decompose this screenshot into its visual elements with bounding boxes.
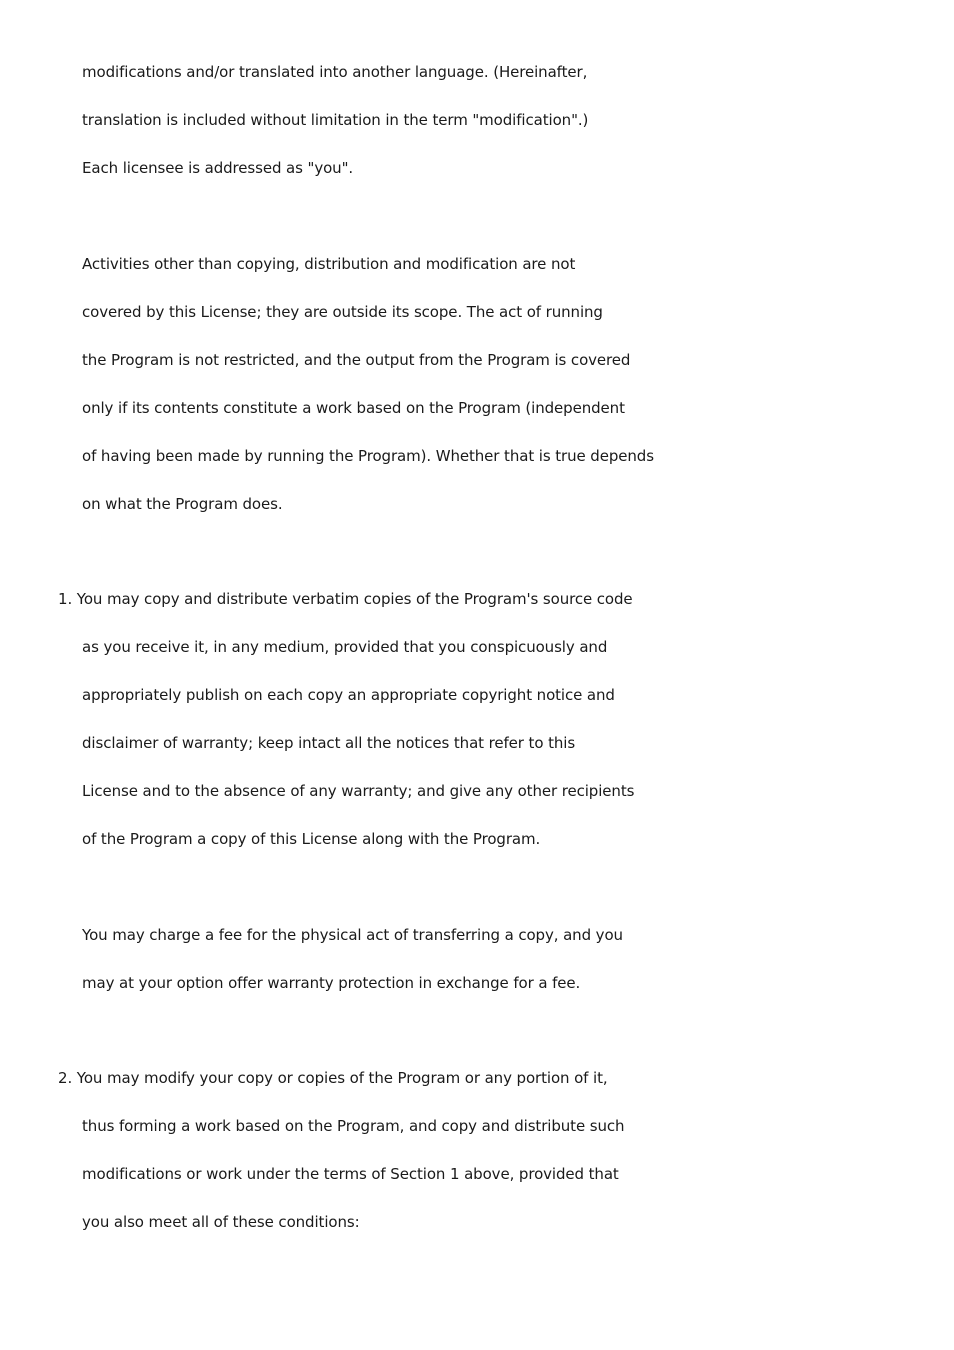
text-line: Each licensee is addressed as "you". <box>82 159 354 177</box>
text-line: translation is included without limitation in the term "modification".) <box>82 111 589 129</box>
text-line: of having been made by running the Program). Whether that is true depends <box>82 447 654 465</box>
text-line: Activities other than copying, distribution and modification are not <box>82 255 576 273</box>
text-line: appropriately publish on each copy an appropriate copyright notice and <box>82 686 615 704</box>
text-line: on what the Program does. <box>82 495 283 513</box>
text-line: disclaimer of warranty; keep intact all the notices that refer to this <box>82 734 576 752</box>
text-line: License and to the absence of any warranty; and give any other recipients <box>82 782 635 800</box>
text-line: You may charge a fee for the physical act of transferring a copy, and you <box>82 926 623 944</box>
section-2-first-line: 2. You may modify your copy or copies of the Program or any portion of it, <box>58 1069 608 1087</box>
text-line: covered by this License; they are outside its scope. The act of running <box>82 303 603 321</box>
text-line: the Program is not restricted, and the output from the Program is covered <box>82 351 631 369</box>
text-line: modifications or work under the terms of Section 1 above, provided that <box>82 1165 619 1183</box>
text-line: may at your option offer warranty protection in exchange for a fee. <box>82 974 581 992</box>
text-line: modifications and/or translated into another language. (Hereinafter, <box>82 63 588 81</box>
text-line: only if its contents constitute a work based on the Program (independent <box>82 399 625 417</box>
section-1-first-line: 1. You may copy and distribute verbatim copies of the Program's source code <box>58 590 633 608</box>
text-line: of the Program a copy of this License along with the Program. <box>82 830 541 848</box>
text-line: as you receive it, in any medium, provided that you conspicuously and <box>82 638 608 656</box>
text-line: thus forming a work based on the Program, and copy and distribute such <box>82 1117 625 1135</box>
text-line: you also meet all of these conditions: <box>82 1213 360 1231</box>
